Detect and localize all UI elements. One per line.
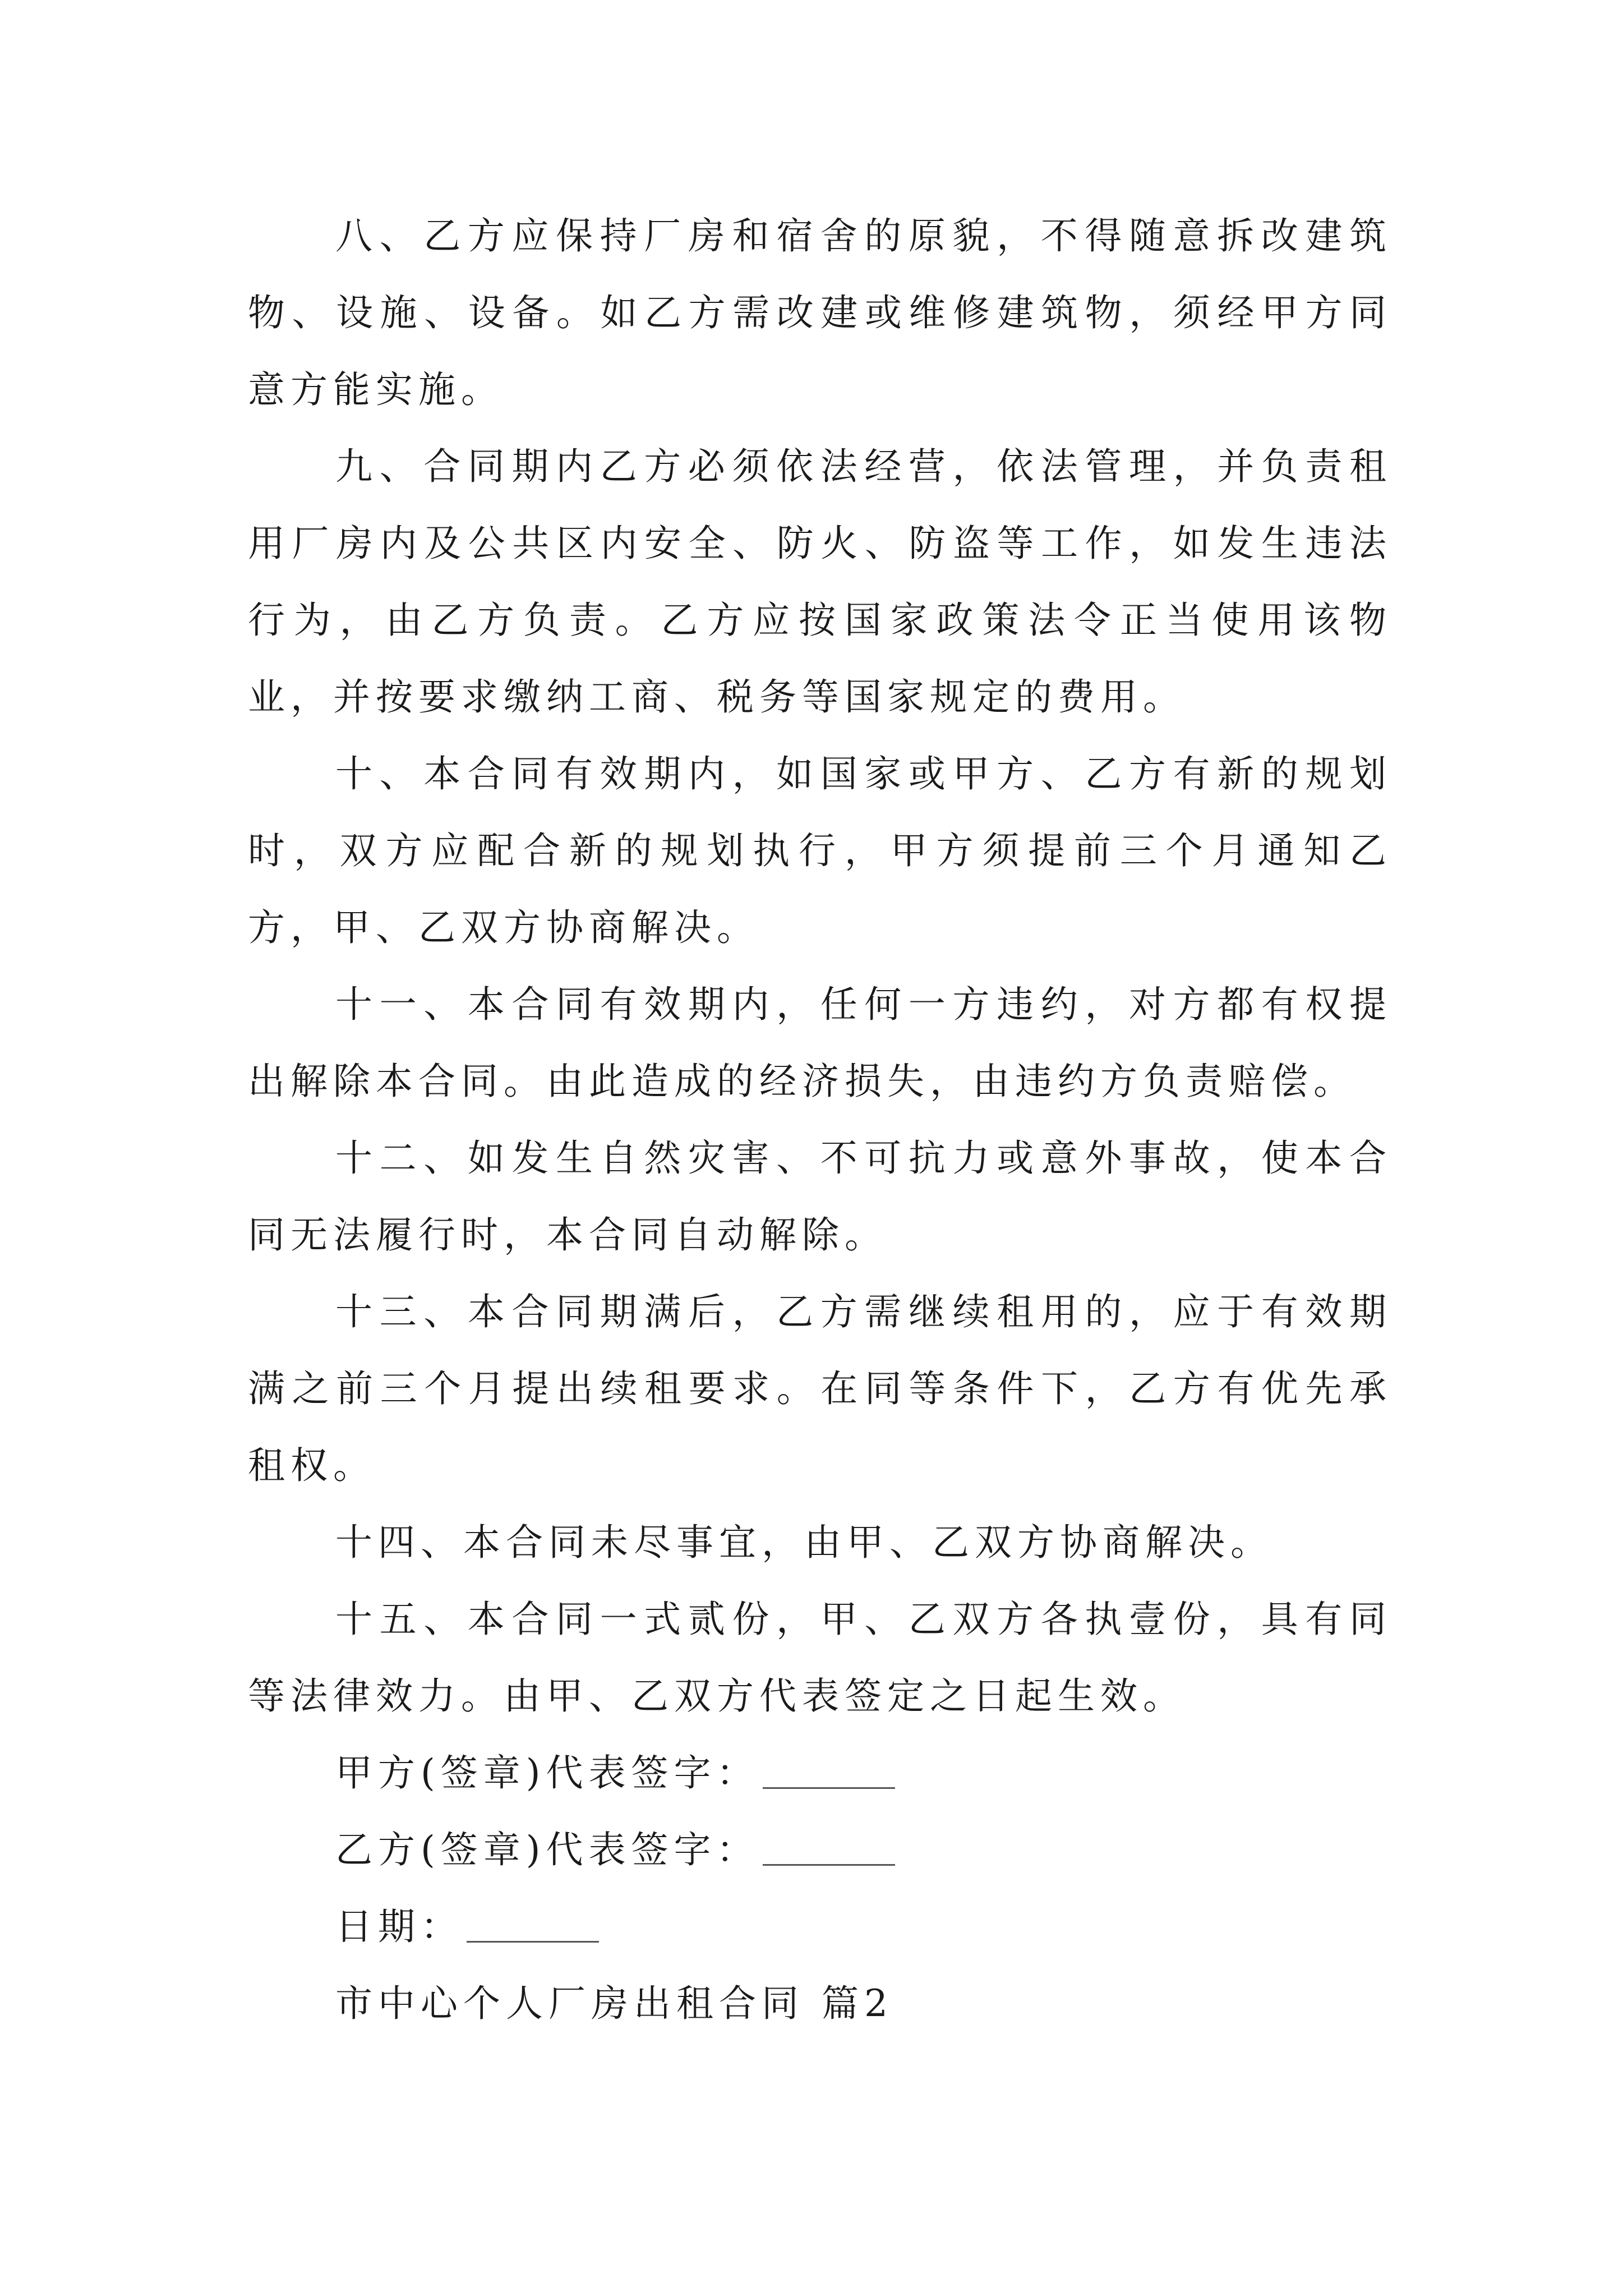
clause-15: 十五、本合同一式贰份，甲、乙双方各执壹份，具有同等法律效力。由甲、乙双方代表签定之日起生效。 <box>248 1598 1392 1718</box>
date-label: 日期： <box>335 1905 463 1948</box>
party-a-signature-blank[interactable] <box>763 1754 895 1789</box>
date-row <box>248 1888 1392 1965</box>
party-a-signature-label: 甲方(签章)代表签字： <box>335 1751 759 1795</box>
party-a-signature-row <box>248 1734 1392 1811</box>
clause-9: 九、合同期内乙方必须依法经营，依法管理，并负责租用厂房内及公共区内安全、防火、防盗等工作，如发生违法行为，由乙方负责。乙方应按国家政策法令正当使用该物业，并按要求缴纳工商、税务等国家规定的费用。 <box>248 445 1392 719</box>
date-blank[interactable] <box>467 1907 599 1943</box>
clause-11: 十一、本合同有效期内，任何一方违约，对方都有权提出解除本合同。由此造成的经济损失，由违约方负责赔偿。 <box>248 983 1392 1103</box>
clause-8: 八、乙方应保持厂房和宿舍的原貌，不得随意拆改建筑物、设施、设备。如乙方需改建或维修建筑物，须经甲方同意方能实施。 <box>248 214 1392 411</box>
clause-10: 十、本合同有效期内，如国家或甲方、乙方有新的规划时，双方应配合新的规划执行，甲方须提前三个月通知乙方，甲、乙双方协商解决。 <box>248 752 1392 949</box>
document-body <box>248 197 1392 2042</box>
clause-14: 十四、本合同未尽事宜，由甲、乙双方协商解决。 <box>335 1521 1273 1564</box>
next-section-title-text: 市中心个人厂房出租合同 篇2 <box>335 1982 893 2025</box>
clause-12: 十二、如发生自然灾害、不可抗力或意外事故，使本合同无法履行时，本合同自动解除。 <box>248 1137 1392 1257</box>
party-b-signature-row <box>248 1811 1392 1888</box>
clause-13: 十三、本合同期满后，乙方需继续租用的，应于有效期满之前三个月提出续租要求。在同等条件下，乙方有优先承租权。 <box>248 1290 1392 1487</box>
party-b-signature-label: 乙方(签章)代表签字： <box>335 1828 759 1871</box>
party-b-signature-blank[interactable] <box>763 1830 895 1866</box>
next-section-title <box>248 1965 1392 2042</box>
